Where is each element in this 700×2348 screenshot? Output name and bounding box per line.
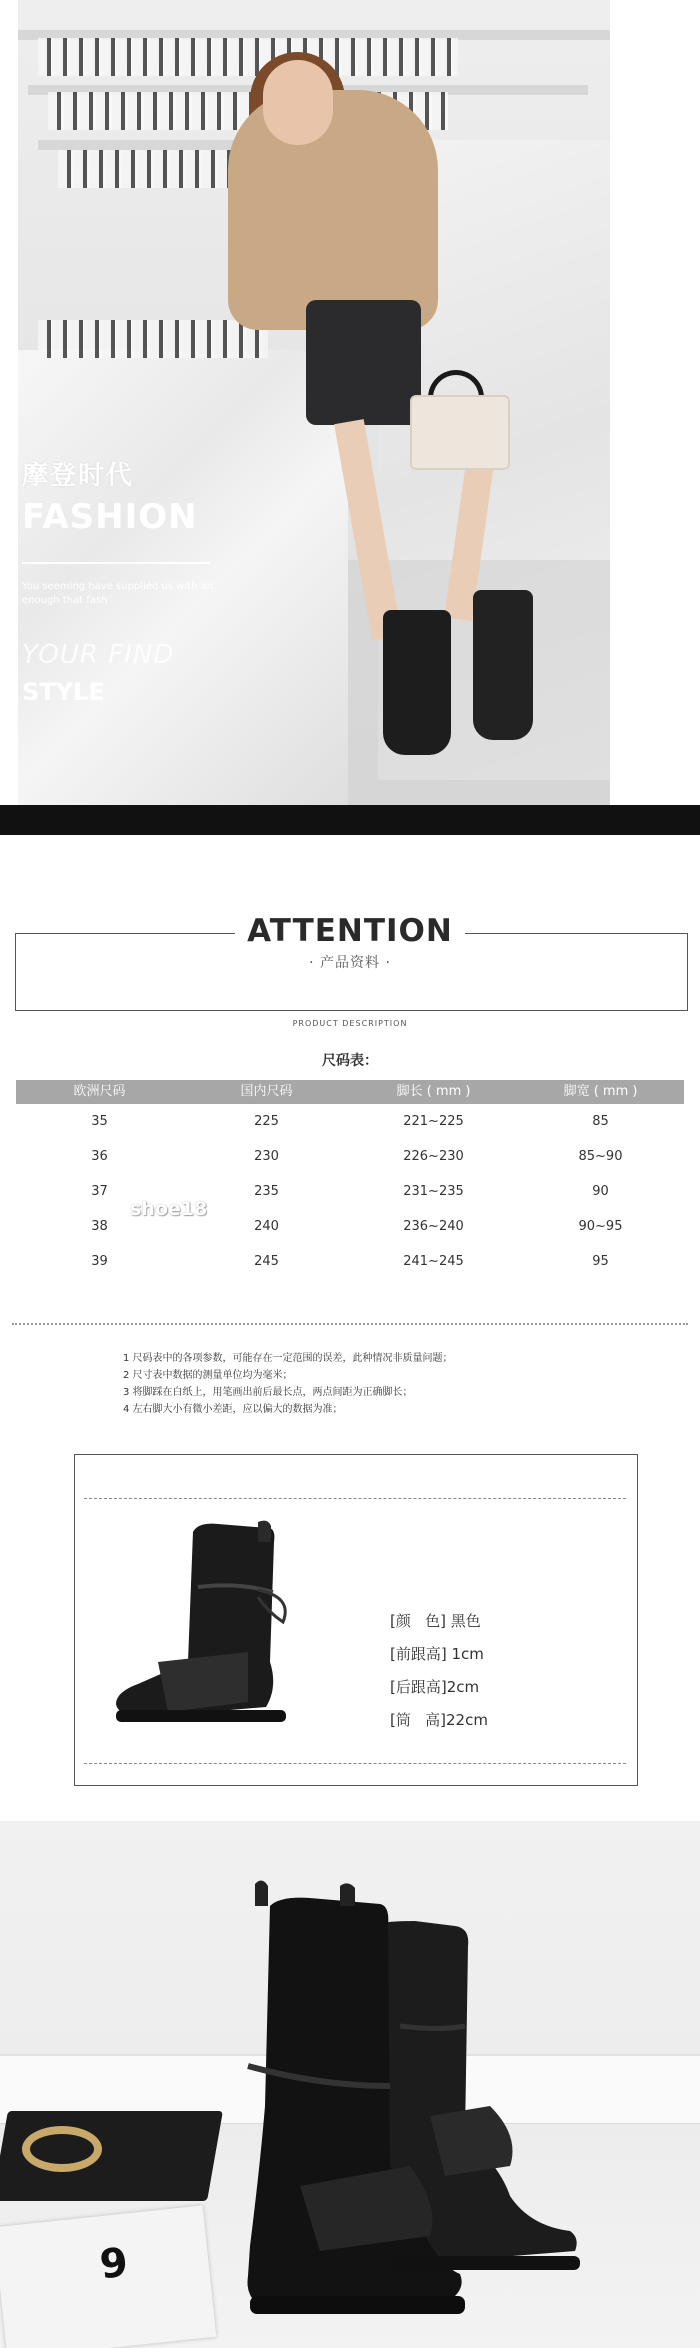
spec-front-heel: [前跟高] 1cm [390, 1645, 484, 1663]
header-foot-width: 脚宽 ( mm ) [563, 1084, 638, 1099]
header-foot-length: 脚长 ( mm ) [396, 1084, 471, 1099]
hero-tagline: You seeming have supplied us with an enough that fash [22, 581, 214, 606]
section-divider-bar [0, 805, 700, 835]
cell-foot-width: 90~95 [578, 1219, 623, 1234]
hero-your-find: YOUR FIND [22, 640, 175, 670]
cell-cn-size: 240 [254, 1219, 279, 1234]
cell-foot-length: 226~230 [403, 1149, 464, 1164]
boot-product-image [108, 1512, 298, 1742]
model-head [263, 60, 333, 145]
header-eu-size: 欧洲尺码 [73, 1084, 126, 1099]
model-sweater [228, 90, 438, 330]
spec-color: [颜 色] 黑色 [390, 1612, 481, 1630]
table-row [16, 1139, 684, 1174]
cell-eu-size: 39 [91, 1254, 108, 1269]
size-table-title: 尺码表： [322, 1053, 378, 1069]
product-description-label: PRODUCT DESCRIPTION [292, 1019, 408, 1028]
table-row [16, 1104, 684, 1139]
cell-foot-width: 85~90 [578, 1149, 623, 1164]
card-dashed-line [84, 1498, 626, 1499]
product-lifestyle-photo [0, 1821, 700, 2348]
size-table [16, 1080, 684, 1279]
magazine-number: 9 [97, 2239, 131, 2289]
handbag [410, 395, 510, 470]
cell-foot-length: 221~225 [403, 1114, 464, 1129]
size-notes [123, 1350, 593, 1418]
hero-banner [0, 0, 700, 810]
card-dashed-line [84, 1763, 626, 1764]
boots-pair-image [240, 1866, 600, 2336]
cell-eu-size: 38 [91, 1219, 108, 1234]
hero-divider [22, 562, 210, 564]
spec-back-heel: [后跟高]2cm [390, 1678, 480, 1696]
attention-frame-top-right [465, 933, 688, 934]
cell-eu-size: 35 [91, 1114, 108, 1129]
cell-foot-width: 85 [592, 1114, 609, 1129]
spec-shaft-height: [筒 高]22cm [390, 1711, 488, 1729]
cell-eu-size: 36 [91, 1149, 108, 1164]
attention-subtitle: · 产品资料 · [309, 955, 391, 971]
cell-foot-length: 236~240 [403, 1219, 464, 1234]
cell-foot-length: 241~245 [403, 1254, 464, 1269]
hero-title-cn: 摩登时代 [22, 461, 135, 491]
hero-photo [18, 0, 610, 805]
note-item: 4 左右脚大小有微小差距，应以偏大的数据为准； [123, 1404, 343, 1415]
size-table-header [16, 1080, 684, 1104]
bottle-row [38, 38, 458, 76]
cell-cn-size: 235 [254, 1184, 279, 1199]
cell-cn-size: 230 [254, 1149, 279, 1164]
model-skirt [306, 300, 421, 425]
cell-cn-size: 225 [254, 1114, 279, 1129]
cell-cn-size: 245 [254, 1254, 279, 1269]
clutch-ring [22, 2126, 102, 2172]
marble-counter [18, 350, 348, 805]
spec-list [390, 1605, 488, 1737]
header-cn-size: 国内尺码 [240, 1084, 293, 1099]
note-item: 3 将脚踩在白纸上，用笔画出前后最长点，两点间距为正确脚长； [123, 1387, 413, 1398]
attention-title: ATTENTION [247, 913, 453, 949]
bottle-row [38, 320, 268, 358]
watermark: shoe18 [130, 1198, 208, 1220]
model-boot [383, 610, 451, 755]
attention-frame-top-left [15, 933, 235, 934]
table-row [16, 1174, 684, 1209]
cell-eu-size: 37 [91, 1184, 108, 1199]
cell-foot-length: 231~235 [403, 1184, 464, 1199]
hero-style: STYLE [22, 678, 105, 706]
note-item: 2 尺寸表中数据的测量单位均为毫米； [123, 1370, 293, 1381]
table-row [16, 1209, 684, 1244]
cell-foot-width: 90 [592, 1184, 609, 1199]
dotted-divider [12, 1323, 688, 1325]
hero-title-en: FASHION [22, 497, 198, 537]
table-row [16, 1244, 684, 1279]
cell-foot-width: 95 [592, 1254, 609, 1269]
note-item: 1 尺码表中的各项参数，可能存在一定范围的误差，此种情况非质量问题； [123, 1353, 453, 1364]
model-boot [473, 590, 533, 740]
